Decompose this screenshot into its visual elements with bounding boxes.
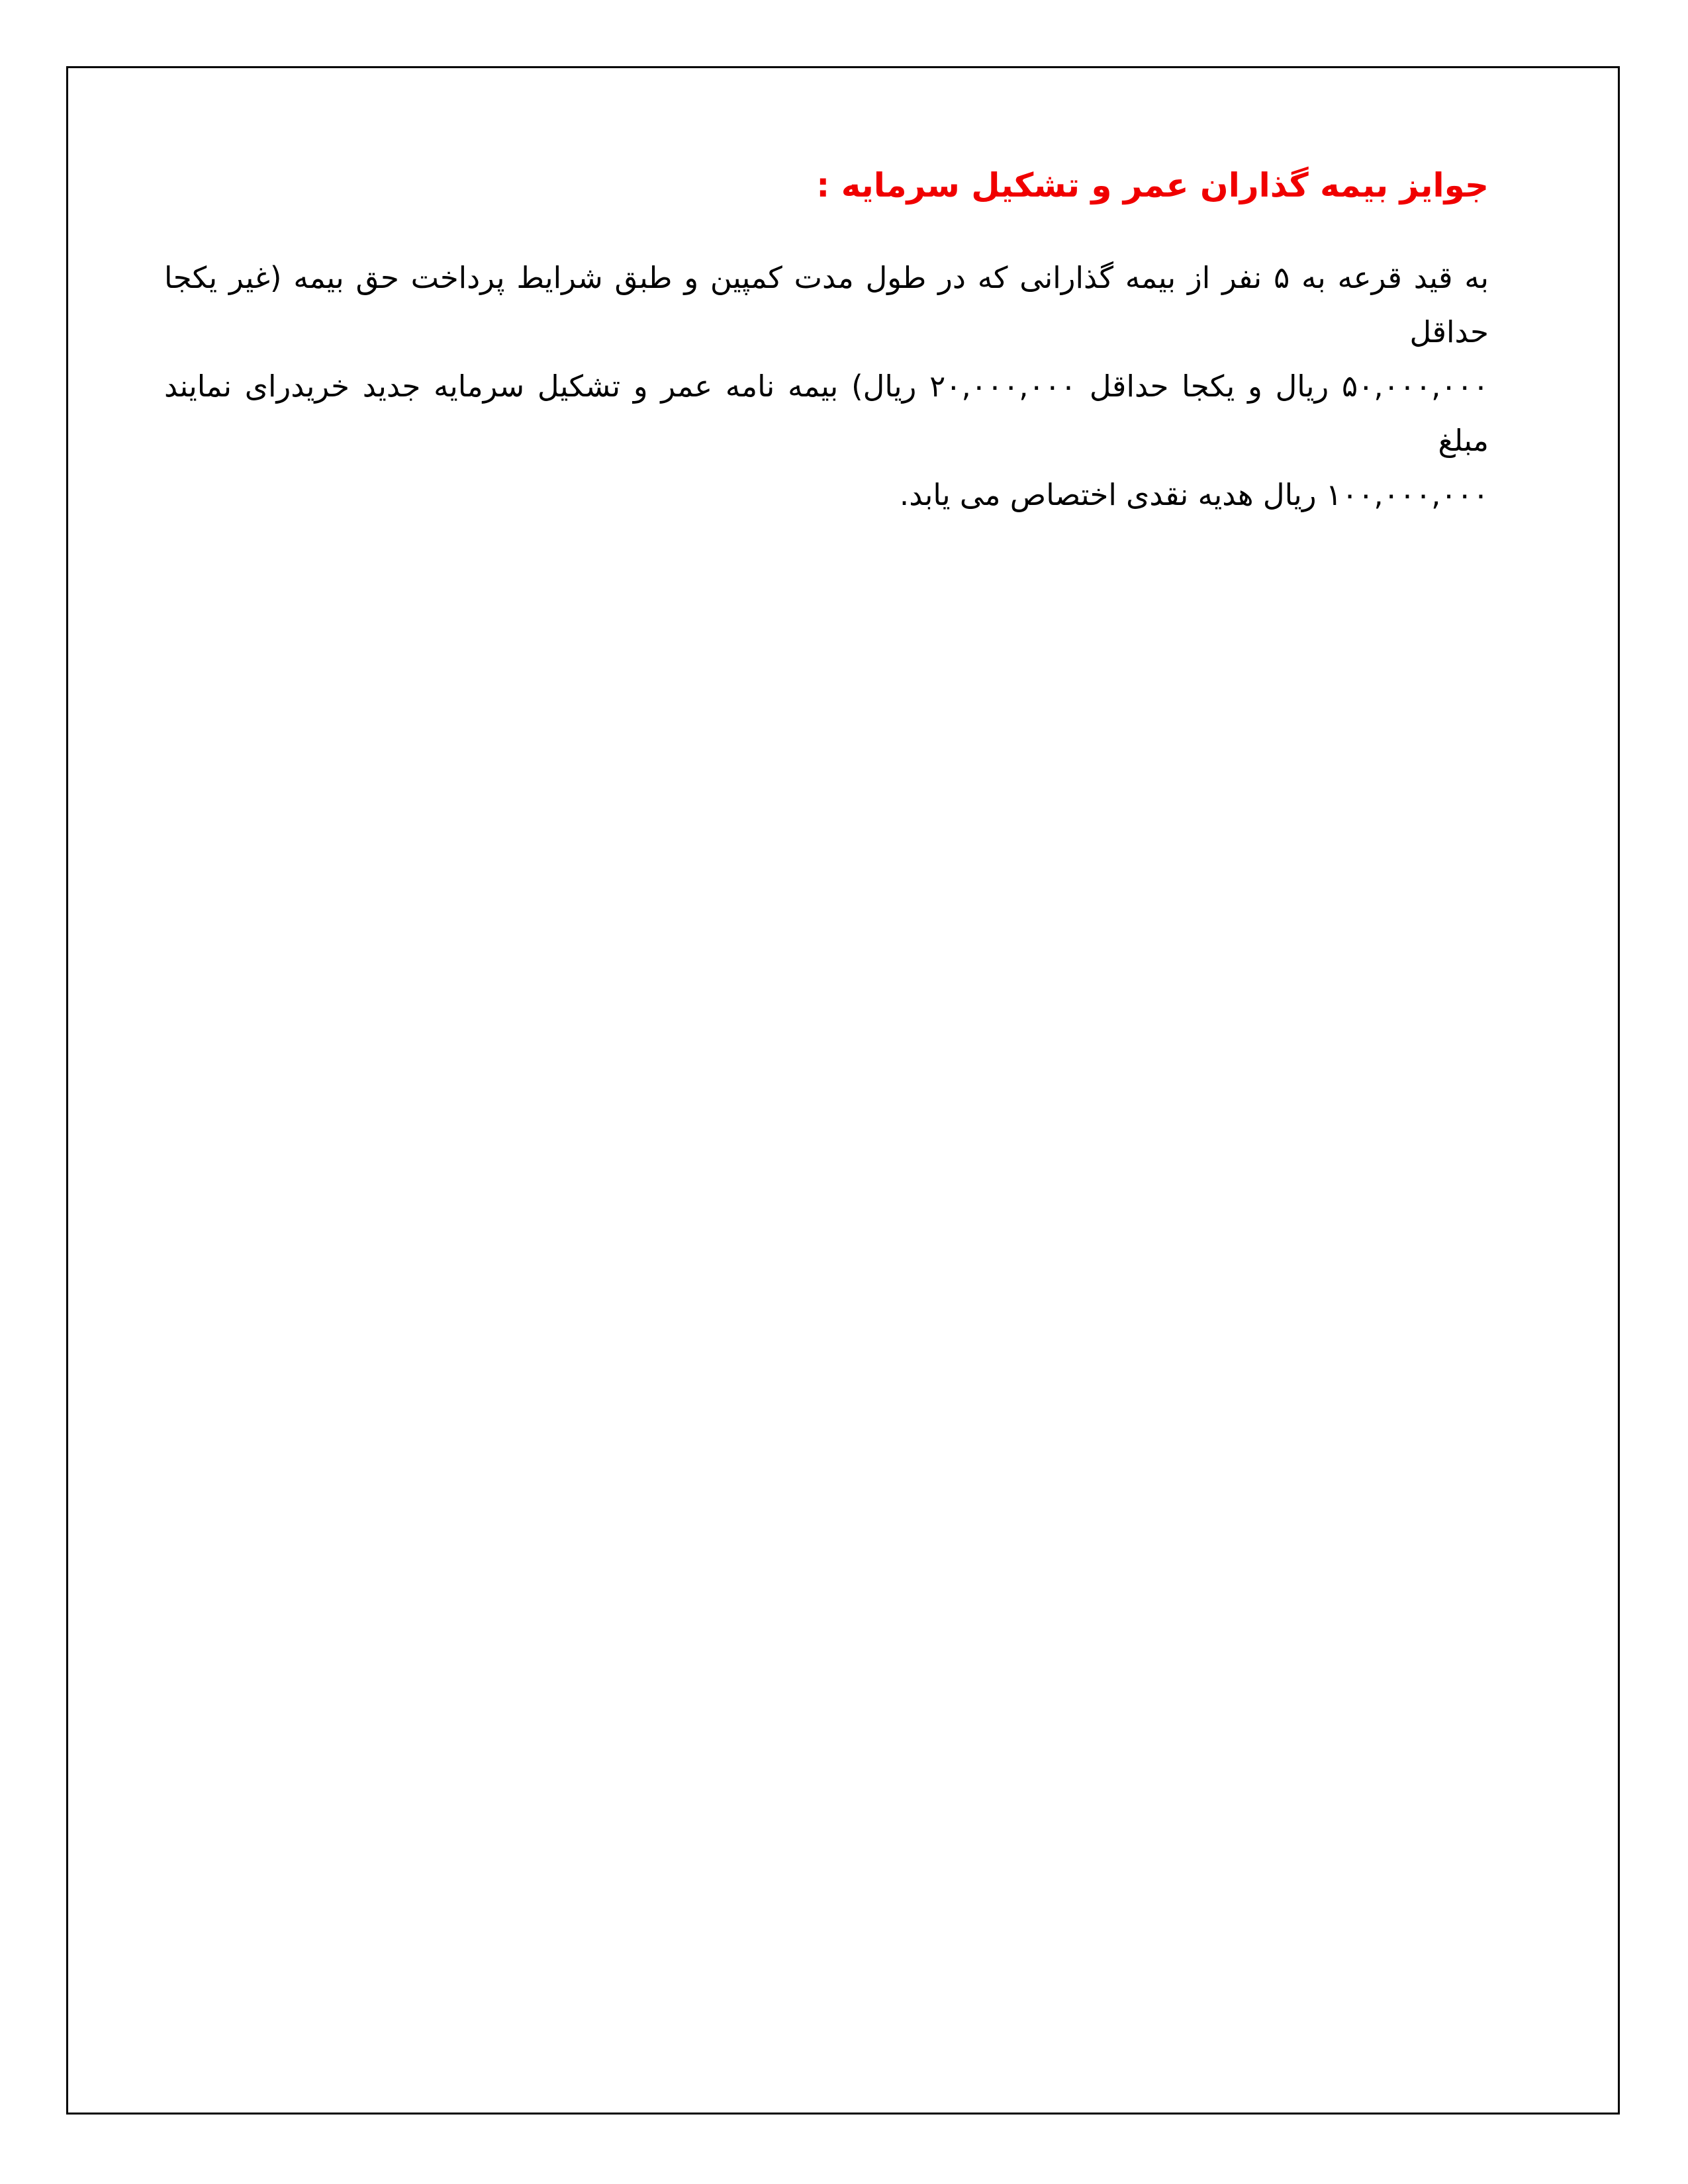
paragraph-line: ۵۰,۰۰۰,۰۰۰ ریال و یکجا حداقل ۲۰,۰۰۰,۰۰۰ ریال) بیمه نامه عمر و تشکیل سرمایه جدید خریدرای نمایند مبلغ (164, 369, 1489, 458)
page-border (66, 66, 1620, 2115)
paragraph-line: ۱۰۰,۰۰۰,۰۰۰ ریال هدیه نقدی اختصاص می یابد. (899, 477, 1489, 512)
page-content (164, 161, 1489, 522)
paragraph-line: به قید قرعه به ۵ نفر از بیمه گذارانی که در طول مدت کمپین و طبق شرایط پرداخت حق بیمه (غیر یکجا حداقل (164, 260, 1489, 349)
prize-paragraph (164, 251, 1489, 522)
section-heading: جوایز بیمه گذاران عمر و تشکیل سرمایه : (816, 166, 1489, 205)
